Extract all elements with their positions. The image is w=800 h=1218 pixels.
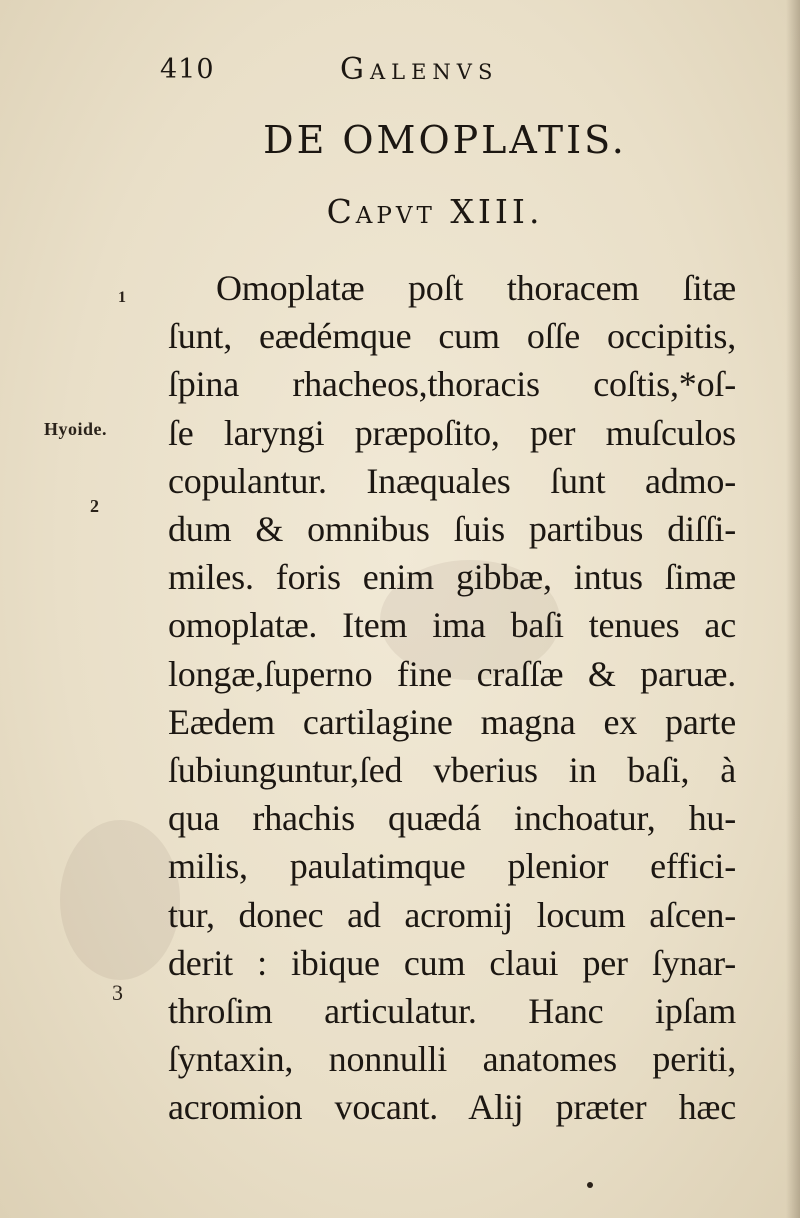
text-line: Omoplatæ poſt thoracem ſitæ <box>216 268 736 308</box>
text-line: copulantur. Inæquales ſunt admo- <box>168 460 736 501</box>
body-text <box>168 264 736 1132</box>
margin-note-hyoide: Hyoide. <box>44 419 108 439</box>
text-line: omoplatæ. Item ima baſi tenues ac <box>168 605 736 646</box>
text-line: ſunt, eædémque cum oſſe occipitis, <box>168 316 736 357</box>
text-line: throſim articulatur. Hanc ipſam <box>168 991 736 1032</box>
margin-note-2: 2 <box>90 496 99 516</box>
paper-stain <box>60 820 180 980</box>
margin-note-3: 3 <box>112 980 123 1005</box>
margin-note-1: 1 <box>118 289 126 306</box>
section-title: DE OMOPLATIS. <box>263 118 627 162</box>
text-line: dum & omnibus ſuis partibus diſſi- <box>168 509 736 550</box>
chapter-title: Capvt XIII. <box>326 192 544 231</box>
text-line: ſubiunguntur,ſed vberius in baſi, à <box>168 750 736 791</box>
page-edge-shadow <box>786 0 800 1218</box>
ink-speck <box>587 1182 593 1188</box>
page-number: 410 <box>160 54 215 85</box>
text-line: qua rhachis quædá inchoatur, hu- <box>168 798 736 839</box>
text-line: Eædem cartilagine magna ex parte <box>168 701 736 742</box>
text-line: longæ,ſuperno fine craſſæ & paruæ. <box>168 653 736 694</box>
running-title: Galenvs <box>340 52 499 87</box>
text-line: ſe laryngi præpoſito, per muſculos <box>168 412 736 453</box>
text-line: acromion vocant. Alij præter hæc <box>168 1087 736 1128</box>
page-header <box>160 46 580 86</box>
text-line: tur, donec ad acromij locum aſcen- <box>168 894 736 935</box>
text-line: ſyntaxin, nonnulli anatomes periti, <box>168 1039 736 1080</box>
text-line: milis, paulatimque plenior effici- <box>168 846 736 887</box>
text-line: derit : ibique cum claui per ſynar- <box>168 942 736 983</box>
text-line: ſpina rhacheos,thoracis coſtis,*oſ- <box>168 364 736 405</box>
text-line: miles. foris enim gibbæ, intus ſimæ <box>168 557 736 598</box>
